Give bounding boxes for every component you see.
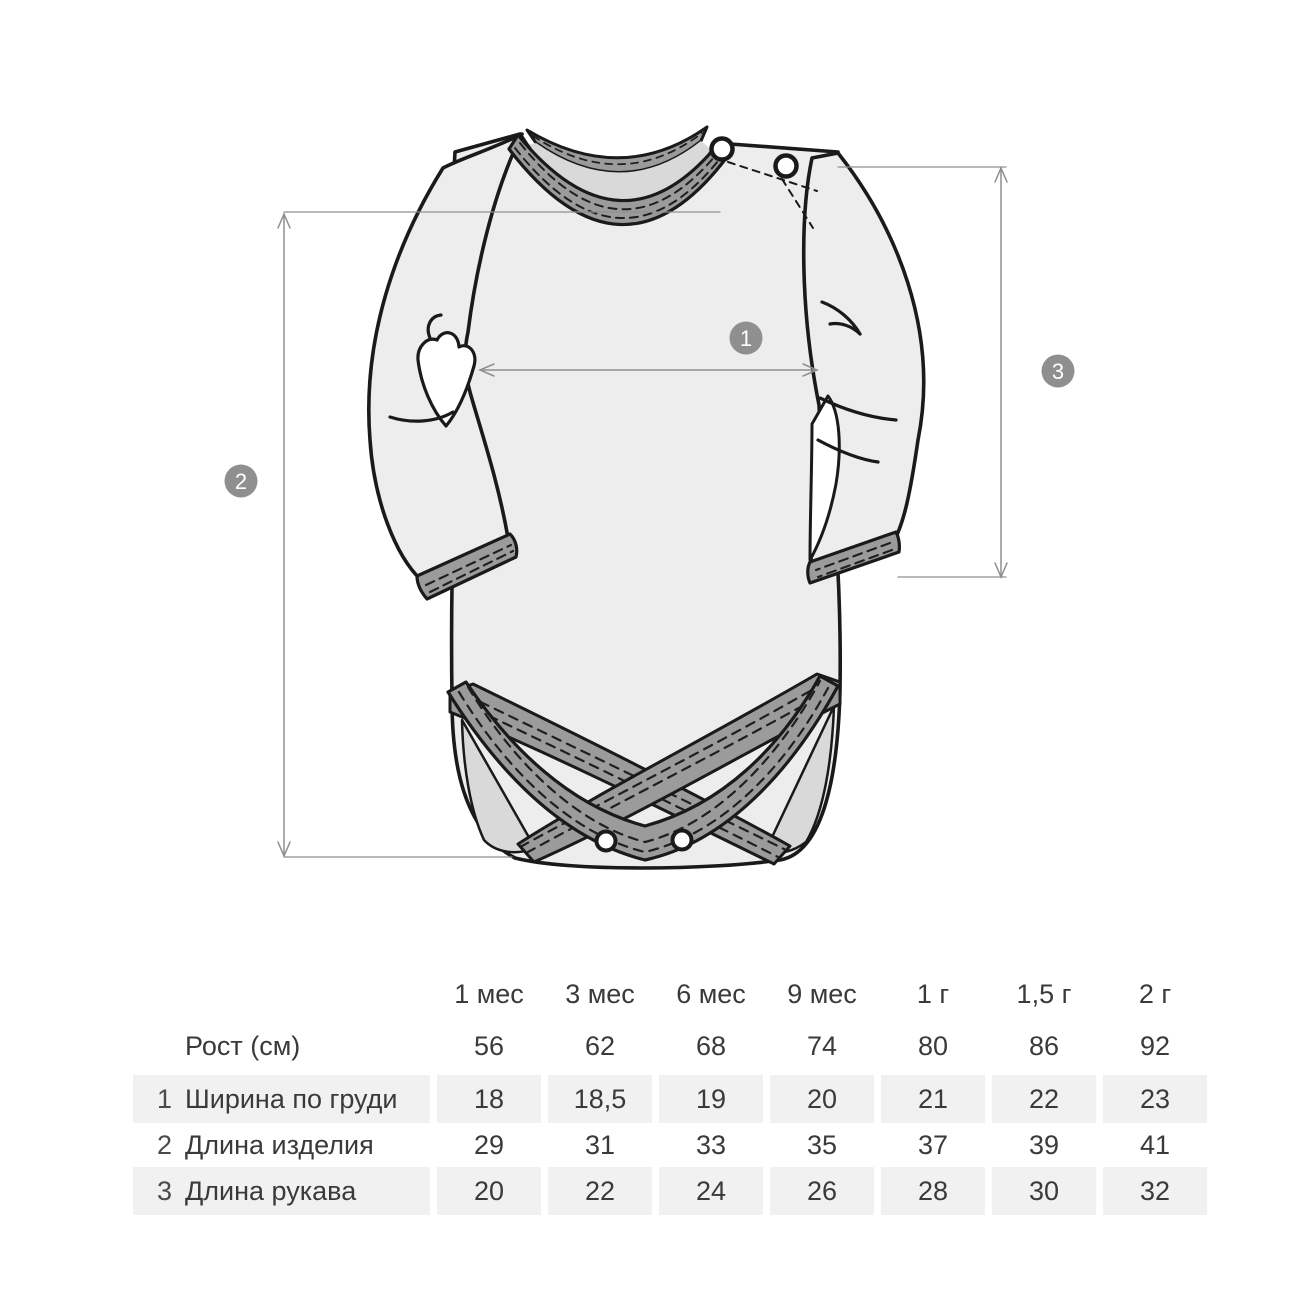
table-header-cell: 1 мес: [454, 978, 524, 1009]
row-number: 2: [156, 1129, 172, 1160]
table-cell: 32: [1103, 1167, 1207, 1215]
table-cell: 35: [806, 1129, 838, 1160]
row-label-text: Рост (см): [185, 1030, 301, 1061]
table-cell: 68: [695, 1030, 727, 1061]
table-cell: 21: [881, 1075, 985, 1123]
table-cell: 62: [584, 1030, 616, 1061]
size-table: [133, 971, 1207, 1215]
table-cell: 31: [584, 1129, 616, 1160]
table-cell: 23: [1103, 1075, 1207, 1123]
table-header-cell: 9 мес: [787, 978, 857, 1009]
row-label-garment-length: [133, 1123, 430, 1167]
table-cell: 56: [473, 1030, 505, 1061]
row-number: 1: [156, 1083, 172, 1114]
table-cell: 33: [695, 1129, 727, 1160]
table-header-cell: 2 г: [1138, 978, 1172, 1009]
table-cell: 39: [1028, 1129, 1060, 1160]
table-cell: 18,5: [548, 1075, 652, 1123]
table-cell: 30: [992, 1167, 1096, 1215]
table-cell: 24: [659, 1167, 763, 1215]
table-cell: 28: [881, 1167, 985, 1215]
table-header-cell: 1 г: [916, 978, 950, 1009]
table-cell: 80: [917, 1030, 949, 1061]
shoulder-snap-1: [712, 139, 733, 160]
table-cell: 92: [1139, 1030, 1171, 1061]
table-cell: 20: [437, 1167, 541, 1215]
row-label-chest-width: [133, 1075, 430, 1123]
marker-3-label: 3: [1051, 359, 1065, 384]
row-label-sleeve-length: [133, 1167, 430, 1215]
marker-2-label: 2: [234, 469, 248, 494]
table-cell: 37: [917, 1129, 949, 1160]
table-header-cell: 1,5 г: [1016, 978, 1072, 1009]
row-number: 3: [156, 1175, 172, 1206]
table-cell: 86: [1028, 1030, 1060, 1061]
table-cell: 18: [437, 1075, 541, 1123]
table-cell: 22: [548, 1167, 652, 1215]
row-label-rost: [133, 1017, 430, 1075]
row-label-text: Длина рукава: [185, 1175, 357, 1206]
marker-1-label: 1: [739, 326, 753, 351]
table-cell: 19: [659, 1075, 763, 1123]
table-header-cell: 3 мес: [565, 978, 635, 1009]
garment-sketch: [369, 127, 924, 868]
table-cell: 26: [770, 1167, 874, 1215]
shoulder-snap-2: [776, 156, 797, 177]
row-label-text: Ширина по груди: [185, 1083, 398, 1114]
table-header-cell: 6 мес: [676, 978, 746, 1009]
table-corner-cell: [133, 971, 430, 1017]
marker-3: [1042, 355, 1075, 388]
marker-1: [730, 322, 763, 355]
table-cell: 74: [806, 1030, 838, 1061]
row-label-text: Длина изделия: [185, 1129, 374, 1160]
table-cell: 22: [992, 1075, 1096, 1123]
marker-2: [225, 465, 258, 498]
crotch-snap-right: [673, 831, 692, 850]
table-cell: 20: [770, 1075, 874, 1123]
table-cell: 29: [473, 1129, 505, 1160]
table-cell: 41: [1139, 1129, 1171, 1160]
crotch-snap-left: [597, 832, 616, 851]
